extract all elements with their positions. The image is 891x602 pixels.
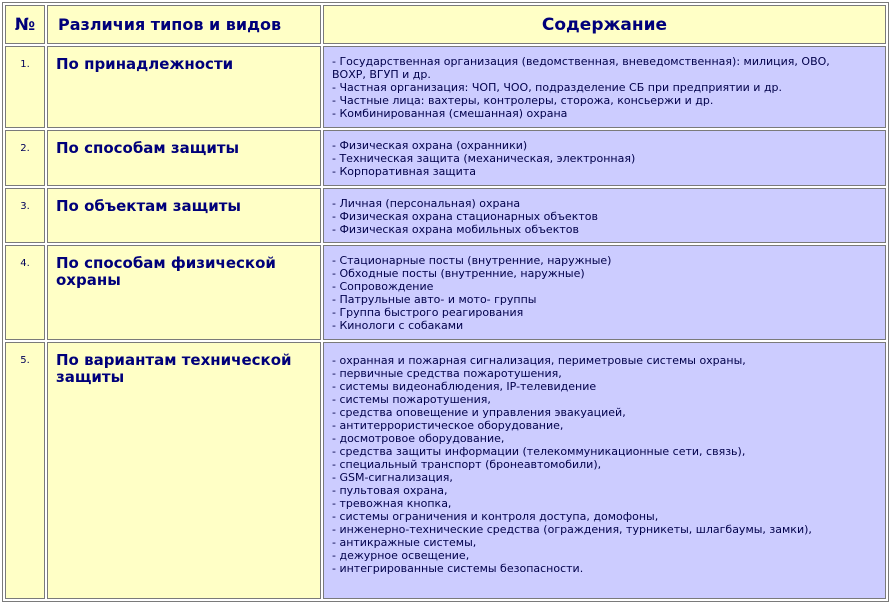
list-item: - специальный транспорт (бронеавтомобили), [332, 458, 602, 472]
row-type: По способам физической охраны [47, 245, 321, 340]
row-type: По объектам защиты [47, 188, 321, 243]
list-item: - Личная (персональная) охрана [332, 196, 521, 210]
header-type: Различия типов и видов [47, 5, 321, 44]
list-item: - системы ограничения и контроля доступа, домофоны, [332, 510, 659, 524]
row-number: 1. [5, 46, 45, 128]
row-number: 4. [5, 245, 45, 340]
list-item: - Патрульные авто- и мото- группы [332, 292, 537, 306]
list-item: - дежурное освещение, [332, 549, 470, 563]
row-content [323, 342, 886, 599]
table-row [5, 46, 886, 128]
list-item: - средства защиты информации (телекоммуникационные сети, связь), [332, 445, 746, 459]
list-item: - GSM-сигнализация, [332, 471, 453, 485]
list-item: - Обходные посты (внутренние, наружные) [332, 266, 585, 280]
table-header-row [5, 5, 886, 44]
list-item: - тревожная кнопка, [332, 497, 452, 511]
list-item: - Физическая охрана (охранники) [332, 139, 528, 153]
list-item: - Сопровождение [332, 279, 434, 293]
list-item: - антитеррористическое оборудование, [332, 419, 564, 433]
list-item: - охранная и пожарная сигнализация, периметровые системы охраны, [332, 354, 746, 368]
row-number: 2. [5, 130, 45, 185]
list-item: - Кинологи с собаками [332, 318, 464, 332]
header-content: Содержание [323, 5, 886, 44]
table-row [5, 245, 886, 340]
list-item: - пультовая охрана, [332, 484, 448, 498]
list-item: - средства оповещение и управления эвакуацией, [332, 406, 626, 420]
list-item: - антикражные системы, [332, 536, 477, 550]
table-row [5, 130, 886, 185]
table-row [5, 188, 886, 243]
row-content [323, 130, 886, 185]
row-number: 5. [5, 342, 45, 599]
list-item: - Частные лица: вахтеры, контролеры, сторожа, консьержи и др. [332, 94, 714, 107]
row-content [323, 188, 886, 243]
list-item: - Частная организация: ЧОП, ЧОО, подразделение СБ при предприятии и др. [332, 81, 783, 94]
row-content [323, 46, 886, 128]
list-item: - Комбинированная (смешанная) охрана [332, 107, 568, 120]
list-item: - интегрированные системы безопасности. [332, 562, 584, 576]
table-row [5, 342, 886, 599]
list-item: - Физическая охрана мобильных объектов [332, 222, 579, 236]
list-item: - первичные средства пожаротушения, [332, 367, 562, 381]
row-number: 3. [5, 188, 45, 243]
list-item: - Корпоративная защита [332, 165, 476, 179]
security-types-table [2, 2, 889, 602]
list-item: - Стационарные посты (внутренние, наружные) [332, 253, 612, 267]
row-content [323, 245, 886, 340]
list-item: - Группа быстрого реагирования [332, 305, 524, 319]
row-type: По способам защиты [47, 130, 321, 185]
list-item: - системы видеонаблюдения, IP-телевидение [332, 380, 597, 394]
list-item: - досмотровое оборудование, [332, 432, 505, 446]
list-item: - Физическая охрана стационарных объектов [332, 209, 598, 223]
header-number: № [5, 5, 45, 44]
list-item: - инженерно-технические средства (ограждения, турникеты, шлагбаумы, замки), [332, 523, 812, 537]
list-item: - Техническая защита (механическая, электронная) [332, 152, 636, 166]
list-item: - системы пожаротушения, [332, 393, 491, 407]
list-item: ВОХР, ВГУП и др. [332, 68, 431, 81]
row-type: По принадлежности [47, 46, 321, 128]
list-item: - Государственная организация (ведомственная, вневедомственная): милиция, ОВО, [332, 55, 830, 68]
row-type: По вариантам технической защиты [47, 342, 321, 599]
